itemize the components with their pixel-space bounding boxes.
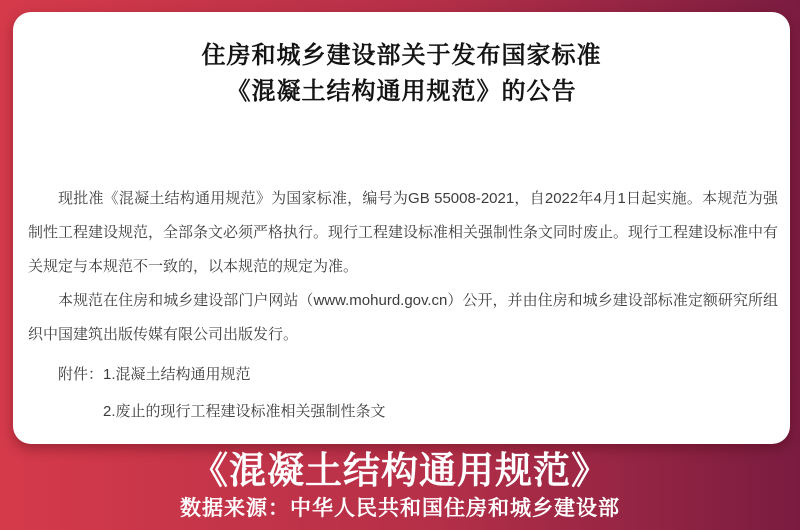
notice-title — [13, 12, 790, 110]
attachment-label: 附件： — [58, 366, 104, 383]
attachment-block — [28, 356, 778, 430]
notice-paragraph-1: 现批准《混凝土结构通用规范》为国家标准，编号为GB 55008-2021，自2022年4月1日起实施。本规范为强制性工程建设规范，全部条文必须严格执行。现行工程建设标准相关强制性条文同时废止。现行工程建设标准中有关规定与本规范不一致的，以本规范的规定为准。 — [28, 190, 779, 275]
notice-paragraph-2: 本规范在住房和城乡建设部门户网站（www.mohurd.gov.cn）公开，并由住房和城乡建设部标准定额研究所组织中国建筑出版传媒有限公司出版发行。 — [28, 292, 778, 343]
banner-title: 《混凝土结构通用规范》 — [191, 450, 609, 491]
notice-title-line1: 住房和城乡建设部关于发布国家标准 — [201, 42, 602, 69]
notice-title-line2: 《混凝土结构通用规范》的公告 — [226, 78, 577, 105]
attachment-item-1: 1.混凝土结构通用规范 — [103, 366, 251, 383]
attachment-list — [103, 356, 386, 430]
document-card — [13, 12, 790, 444]
notice-body — [13, 182, 790, 430]
banner-source: 数据来源：中华人民共和国住房和城乡建设部 — [180, 497, 620, 520]
bottom-banner — [0, 446, 800, 530]
attachment-item-2: 2.废止的现行工程建设标准相关强制性条文 — [103, 403, 386, 420]
